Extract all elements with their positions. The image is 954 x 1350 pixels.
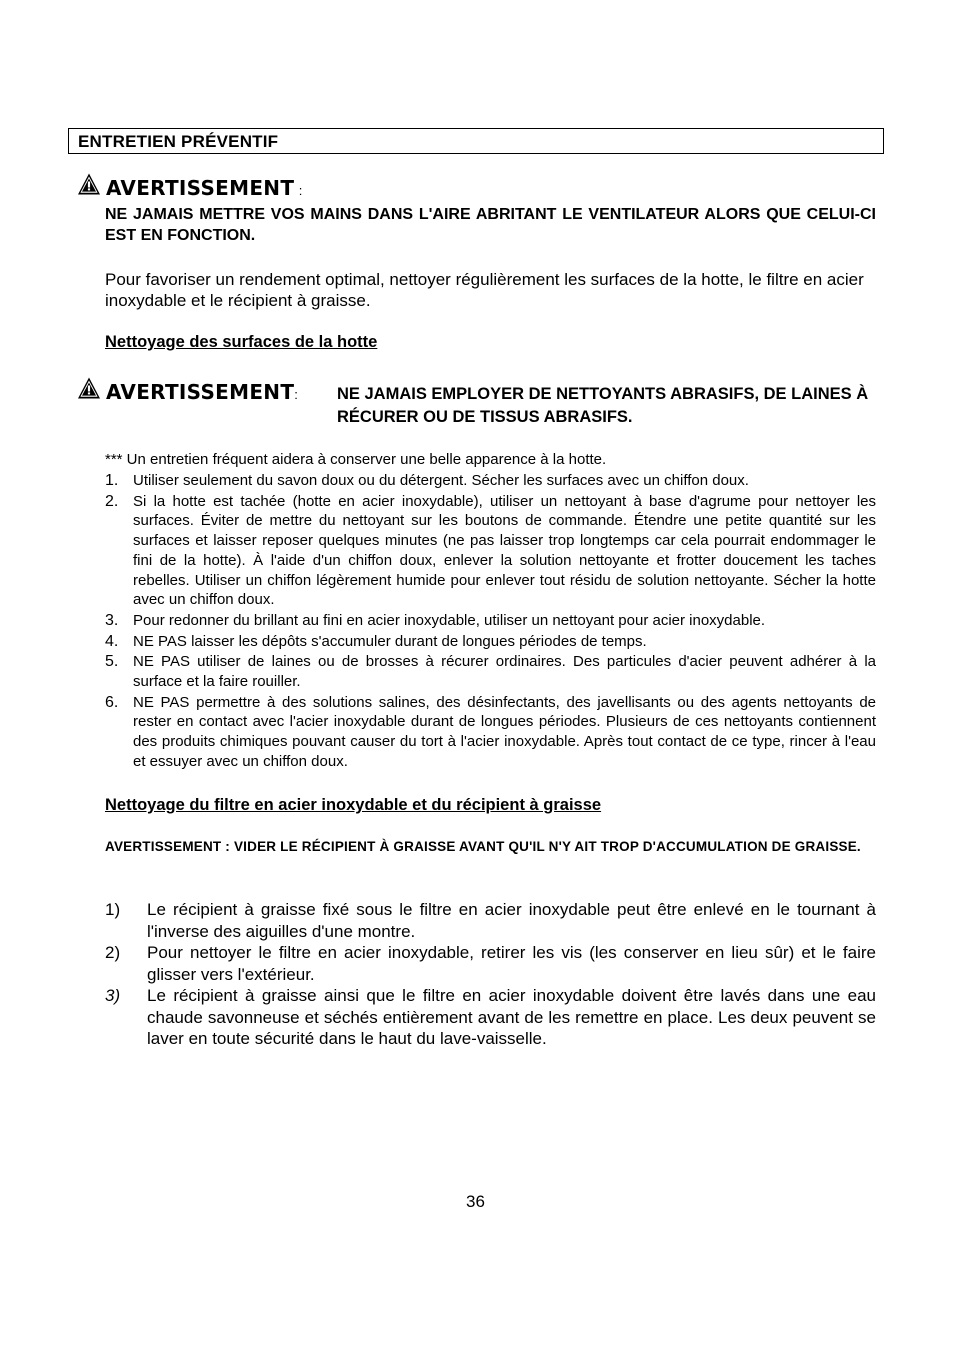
list-item-number: 6. — [105, 693, 119, 711]
list-item-number: 3. — [105, 611, 119, 629]
section-header — [68, 128, 884, 154]
warning-triangle-icon — [77, 172, 101, 196]
list-item-number: 5. — [105, 653, 119, 671]
list-item-number: 1) — [105, 900, 121, 919]
list-item — [105, 611, 876, 631]
list-item — [105, 471, 876, 491]
maintenance-note: *** Un entretien fréquent aidera à conserver une belle apparence à la hotte. — [105, 451, 607, 468]
list-item-number: 4. — [105, 632, 119, 650]
list-item-text: Le récipient à graisse fixé sous le filtre en acier inoxydable peut être enlevé en le tournant à l'inverse des aiguilles d'une montre. — [147, 900, 876, 941]
list-item-number: 2. — [105, 492, 119, 510]
surface-cleaning-list — [105, 471, 876, 772]
list-item-text: Utiliser seulement du savon doux ou du détergent. Sécher les surfaces avec un chiffon doux. — [133, 472, 749, 489]
list-item-text: NE PAS utiliser de laines ou de brosses à récurer ordinaires. Des particules d'acier peuvent adhérer à la surface et la faire rouiller. — [133, 653, 876, 691]
warning-2-title — [106, 380, 298, 404]
list-item-text: Si la hotte est tachée (hotte en acier inoxydable), utiliser un nettoyant à base d'agrume pour nettoyer les surfaces. Éviter de mettre du nettoyant sur les boutons de commande. Étendre une petite quantité sur les surfaces et laisser reposer quelques minutes (ne pas laisser trop longtemps car cela pourrait endommager le fini de la hotte). À l'aide d'un chiffon doux, enlever la solution nettoyante et frotter doucement les taches rebelles. Utiliser un chiffon légèrement humide pour enlever tout résidu de solution nettoyante. Sécher la hotte avec un chiffon doux. — [133, 492, 876, 609]
filter-cleaning-list — [105, 899, 876, 1050]
list-item-number: 3) — [105, 986, 121, 1005]
warning-1-title — [106, 176, 302, 200]
warning-triangle-icon — [77, 376, 101, 400]
list-item — [105, 652, 876, 691]
warning-3-text: AVERTISSEMENT : VIDER LE RÉCIPIENT À GRAISSE AVANT QU'IL N'Y AIT TROP D'ACCUMULATION DE GRAISSE. — [105, 839, 861, 854]
list-item-text: NE PAS permettre à des solutions salines, des désinfectants, des javellisants ou des agents nettoyants de rester en contact avec l'acier inoxydable durant de longues périodes. Plusieurs de ces nettoyants contiennent des produits chimiques pouvant causer du tort à l'acier inoxydable. Après tout contact de ce type, rincer à l'eau et essuyer avec un chiffon doux. — [133, 693, 876, 770]
warning-2-text: NE JAMAIS EMPLOYER DE NETTOYANTS ABRASIFS, DE LAINES À RÉCURER OU DE TISSUS ABRASIFS. — [337, 385, 869, 426]
warning-1-label: AVERTISSEMENT — [106, 176, 295, 200]
list-item — [105, 632, 876, 652]
list-item — [105, 492, 876, 610]
heading-filter-cleaning: Nettoyage du filtre en acier inoxydable et du récipient à graisse — [105, 796, 602, 814]
warning-1-text: NE JAMAIS METTRE VOS MAINS DANS L'AIRE ABRITANT LE VENTILATEUR ALORS QUE CELUI-CI EST EN FONCTION. — [105, 206, 876, 244]
page-number: 36 — [466, 1192, 485, 1211]
list-item — [105, 985, 876, 1050]
list-item-text: Le récipient à graisse ainsi que le filtre en acier inoxydable doivent être lavés dans une eau chaude savonneuse et séchés entièrement avant de les remettre en place. Les deux peuvent se laver en toute sécurité dans le haut du lave-vaisselle. — [147, 986, 876, 1048]
list-item-text: Pour redonner du brillant au fini en acier inoxydable, utiliser un nettoyant pour acier inoxydable. — [133, 611, 766, 629]
intro-paragraph: Pour favoriser un rendement optimal, nettoyer régulièrement les surfaces de la hotte, le filtre en acier inoxydable et le récipient à graisse. — [105, 270, 864, 310]
list-item — [105, 899, 876, 942]
list-item — [105, 942, 876, 985]
section-title: ENTRETIEN PRÉVENTIF — [78, 132, 279, 151]
warning-2-label: AVERTISSEMENT — [106, 380, 295, 404]
warning-1-colon: : — [298, 183, 303, 198]
list-item-text: NE PAS laisser les dépôts s'accumuler durant de longues périodes de temps. — [133, 632, 647, 650]
list-item — [105, 693, 876, 772]
list-item-number: 2) — [105, 943, 121, 962]
list-item-text: Pour nettoyer le filtre en acier inoxydable, retirer les vis (les conserver en lieu sûr) et le faire glisser vers l'extérieur. — [147, 943, 876, 984]
heading-hood-surfaces: Nettoyage des surfaces de la hotte — [105, 333, 378, 351]
warning-2-colon: : — [294, 387, 298, 402]
list-item-number: 1. — [105, 472, 119, 489]
